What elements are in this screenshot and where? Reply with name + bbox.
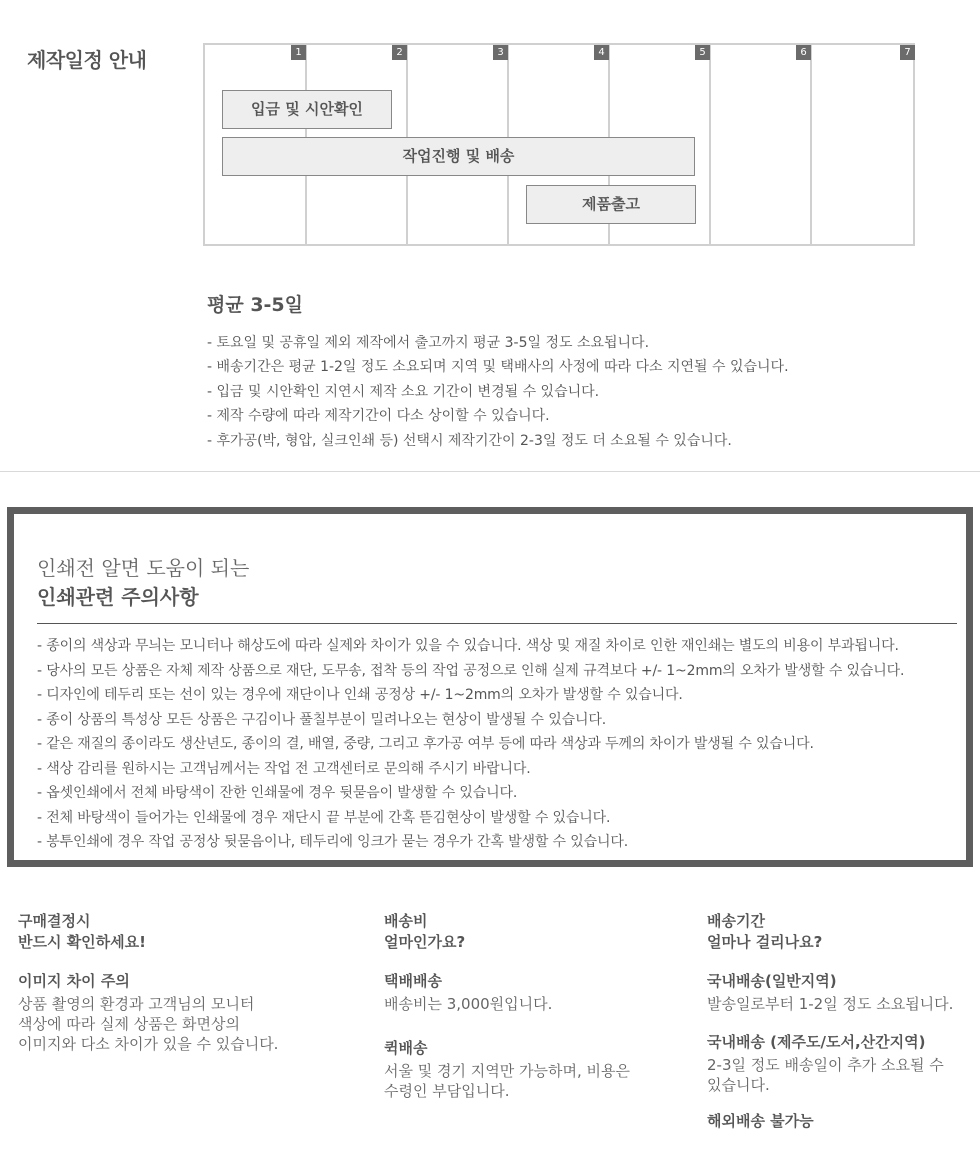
info-text: 있습니다. — [707, 1076, 770, 1094]
schedule-grid — [203, 43, 915, 246]
info-text: 색상에 따라 실제 상품은 화면상의 — [18, 1015, 240, 1033]
info-heading: 배송비 — [384, 912, 428, 930]
info-text: 상품 촬영의 환경과 고객님의 모니터 — [18, 995, 255, 1013]
info-subheading: 이미지 차이 주의 — [18, 972, 130, 990]
info-heading: 배송기간 — [707, 912, 765, 930]
grid-column-divider — [810, 45, 812, 244]
notice-divider — [37, 623, 957, 624]
list-item: - 옵셋인쇄에서 전체 바탕색이 잔한 인쇄물에 경우 뒷묻음이 발생할 수 있습니다. — [37, 785, 518, 801]
grid-column-divider — [709, 45, 711, 244]
day-badge-4: 4 — [594, 45, 609, 60]
info-heading: 얼마나 걸리나요? — [707, 933, 823, 951]
info-text: 수령인 부담입니다. — [384, 1082, 510, 1100]
average-title: 평균 3-5일 — [207, 294, 304, 316]
info-subheading: 택배배송 — [384, 972, 442, 990]
list-item: - 봉투인쇄에 경우 작업 공정상 뒷묻음이나, 테두리에 잉크가 묻는 경우가 간혹 발생할 수 있습니다. — [37, 834, 628, 850]
notice-list — [37, 634, 904, 855]
list-item: - 후가공(박, 형압, 실크인쇄 등) 선택시 제작기간이 2-3일 정도 더 소요될 수 있습니다. — [207, 432, 732, 449]
info-text: 서울 및 경기 지역만 가능하며, 비용은 — [384, 1062, 630, 1080]
info-text: 발송일로부터 1-2일 정도 소요됩니다. — [707, 995, 954, 1013]
day-badge-1: 1 — [291, 45, 306, 60]
info-shipping-fee — [384, 911, 684, 1101]
schedule-bar-production: 작업진행 및 배송 — [222, 137, 695, 176]
list-item: - 배송기간은 평균 1-2일 정도 소요되며 지역 및 택배사의 사정에 따라 다소 지연될 수 있습니다. — [207, 359, 789, 376]
day-badge-5: 5 — [695, 45, 710, 60]
info-shipping-time — [707, 911, 977, 1132]
schedule-bar-payment: 입금 및 시안확인 — [222, 90, 392, 129]
section-divider — [0, 471, 980, 472]
list-item: - 같은 재질의 종이라도 생산년도, 종이의 결, 배열, 중량, 그리고 후가공 여부 등에 따라 색상과 두께의 차이가 발생될 수 있습니다. — [37, 736, 814, 752]
list-item: - 디자인에 테두리 또는 선이 있는 경우에 재단이나 인쇄 공정상 +/- 1~2mm의 오차가 발생할 수 있습니다. — [37, 687, 683, 703]
day-badge-6: 6 — [796, 45, 811, 60]
day-badge-7: 7 — [900, 45, 915, 60]
list-item: - 당사의 모든 상품은 자체 제작 상품으로 재단, 도무송, 접착 등의 작업 공정으로 인해 실제 규격보다 +/- 1~2mm의 오차가 발생할 수 있습니다. — [37, 662, 905, 679]
average-notes — [207, 331, 789, 453]
list-item: - 종이의 색상과 무늬는 모니터나 해상도에 따라 실제와 차이가 있을 수 있습니다. 색상 및 재질 차이로 인한 재인쇄는 별도의 비용이 부과됩니다. — [37, 638, 899, 654]
info-subheading: 국내배송 (제주도/도서,산간지역) — [707, 1033, 926, 1051]
schedule-bar-release: 제품출고 — [526, 185, 696, 224]
list-item: - 종이 상품의 특성상 모든 상품은 구김이나 풀칠부분이 밀려나오는 현상이 발생될 수 있습니다. — [37, 711, 607, 728]
notice-title: 인쇄관련 주의사항 — [37, 585, 199, 609]
list-item: - 토요일 및 공휴일 제외 제작에서 출고까지 평균 3-5일 정도 소요됩니다. — [207, 335, 650, 351]
list-item: - 전체 바탕색이 들어가는 인쇄물에 경우 재단시 끝 부분에 간혹 뜯김현상이 발생할 수 있습니다. — [37, 809, 611, 826]
info-text: 이미지와 다소 차이가 있을 수 있습니다. — [18, 1035, 279, 1053]
day-badge-2: 2 — [392, 45, 407, 60]
info-text: 배송비는 3,000원입니다. — [384, 995, 553, 1013]
info-heading: 구매결정시 — [18, 912, 91, 930]
list-item: - 색상 감리를 원하시는 고객님께서는 작업 전 고객센터로 문의해 주시기 바랍니다. — [37, 760, 531, 777]
notice-subtitle: 인쇄전 알면 도움이 되는 — [37, 556, 250, 580]
print-notice-box — [7, 507, 973, 867]
info-heading: 반드시 확인하세요! — [18, 933, 146, 951]
info-subheading: 해외배송 불가능 — [707, 1112, 814, 1130]
schedule-title: 제작일정 안내 — [27, 48, 147, 72]
list-item: - 제작 수량에 따라 제작기간이 다소 상이할 수 있습니다. — [207, 408, 550, 425]
info-subheading: 국내배송(일반지역) — [707, 972, 837, 990]
day-badge-3: 3 — [493, 45, 508, 60]
list-item: - 입금 및 시안확인 지연시 제작 소요 기간이 변경될 수 있습니다. — [207, 383, 600, 400]
info-purchase — [18, 911, 358, 1054]
info-subheading: 퀵배송 — [384, 1039, 428, 1057]
info-text: 2-3일 정도 배송일이 추가 소요될 수 — [707, 1056, 944, 1074]
info-heading: 얼마인가요? — [384, 933, 466, 951]
